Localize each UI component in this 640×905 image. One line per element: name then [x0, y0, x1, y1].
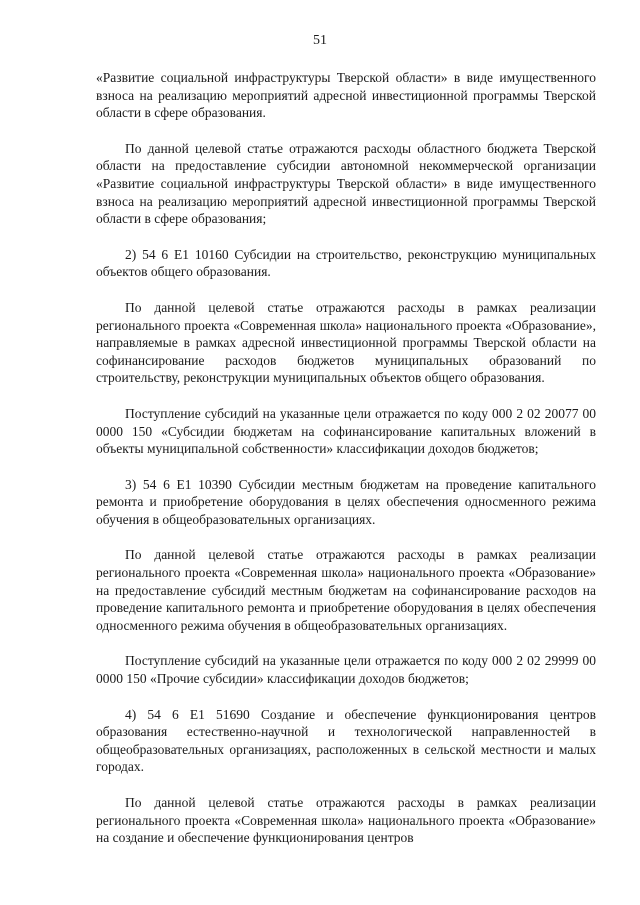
- paragraph-8: Поступление субсидий на указанные цели отражается по коду 000 2 02 29999 00 0000 150 «Прочие субсидии» классификации доходов бюджетов;: [96, 653, 596, 687]
- paragraph-2: По данной целевой статье отражаются расходы областного бюджета Тверской области на предоставление субсидии автономной некоммерческой организации «Развитие социальной инфраструктуры Тверской области» в виде имущественного взноса на реализацию мероприятий адресной инвестиционной программы Тверской области в сфере образования;: [96, 140, 596, 227]
- paragraph-6: 3) 54 6 E1 10390 Субсидии местным бюджетам на проведение капитального ремонта и приобретение оборудования в целях обеспечения односменного режима обучения в общеобразовательных организациях.: [96, 476, 596, 527]
- paragraph-7: По данной целевой статье отражаются расходы в рамках реализации регионального проекта «Современная школа» национального проекта «Образование» на предоставление субсидий местным бюджетам на софинансирование расходов на проведение капитального ремонта и приобретение оборудования в целях обеспечения односменного режима обучения в общеобразовательных организациях.: [96, 547, 596, 633]
- page-number: 51: [313, 33, 327, 48]
- paragraph-4: По данной целевой статье отражаются расходы в рамках реализации регионального проекта «Современная школа» национального проекта «Образование», направляемые в рамках адресной инвестиционной программы Тверской области на софинансирование расходов бюджетов муниципальных образований по строительству, реконструкции муниципальных объектов общего образования.: [96, 299, 596, 386]
- paragraph-5: Поступление субсидий на указанные цели отражается по коду 000 2 02 20077 00 0000 150 «Субсидии бюджетам на софинансирование капитальных вложений в объекты муниципальной собственности» классификации доходов бюджетов;: [96, 405, 596, 457]
- paragraph-3: 2) 54 6 E1 10160 Субсидии на строительство, реконструкцию муниципальных объектов общего образования.: [96, 246, 596, 280]
- paragraph-10: По данной целевой статье отражаются расходы в рамках реализации регионального проекта «Современная школа» национального проекта «Образование» на создание и обеспечение функционирования центров: [96, 795, 596, 846]
- document-body: [96, 69, 596, 865]
- paragraph-1: «Развитие социальной инфраструктуры Тверской области» в виде имущественного взноса на реализацию мероприятий адресной инвестиционной программы Тверской области в сфере образования.: [96, 70, 596, 121]
- paragraph-9: 4) 54 6 E1 51690 Создание и обеспечение функционирования центров образования естественно-научной и технологической направленностей в общеобразовательных организациях, расположенных в сельской местности и малых городах.: [96, 706, 596, 775]
